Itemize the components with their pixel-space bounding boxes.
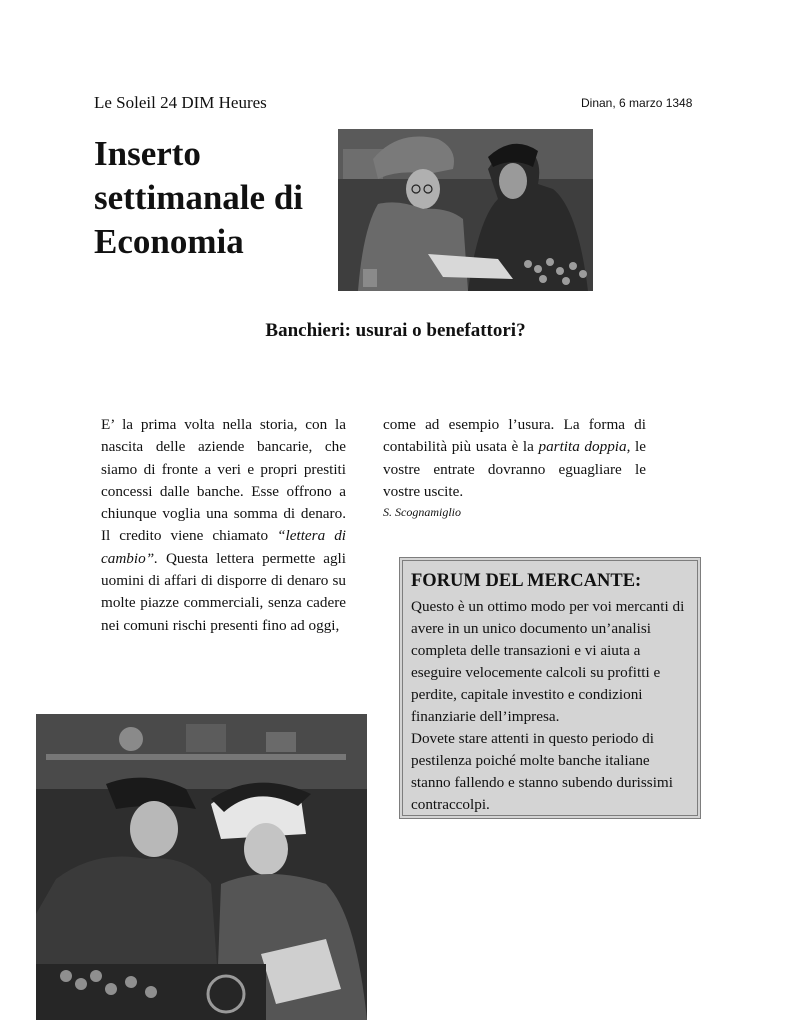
title-line-2: settimanale di [94, 178, 304, 217]
forum-title: FORUM DEL MERCANTE: [411, 571, 642, 591]
forum-paragraph: Dovete stare attenti in questo periodo di pestilenza poiché molte banche italiane stanno fallendo e stanno subendo durissimi contraccolpi. [411, 730, 673, 813]
page-title [94, 132, 334, 264]
forum-box [399, 557, 701, 819]
forum-paragraph: Questo è un ottimo modo per voi mercanti di avere in un unico documento un’analisi completa delle transazioni e vi aiuta a eseguire velocemente calcoli su profitti e perdite, capitale investito e condizioni finanziarie dell’impresa. [411, 598, 685, 725]
publication-name: Le Soleil 24 DIM Heures [94, 93, 267, 112]
article-column-2 [383, 414, 646, 521]
title-line-1: Inserto [94, 134, 201, 173]
dateline: Dinan, 6 marzo 1348 [581, 96, 693, 110]
article-text: come ad esempio l’usura. La forma di contabilità più usata è la [383, 416, 646, 456]
headline: Banchieri: usurai o benefattori? [265, 320, 526, 341]
moneylender-painting-image [36, 714, 367, 1020]
article-text: E’ la prima volta nella storia, con la nascita delle aziende bancarie, che siamo di fronte a veri e propri prestiti concessi dalle banche. Esse offrono a chiunque voglia una somma di denaro. Il credito viene chiamato [101, 416, 346, 545]
forum-text [411, 596, 689, 816]
bankers-painting-image [338, 129, 593, 291]
article-text: Questa lettera permette agli uomini di affari di disporre di denaro su molte piazze commerciali, senza cadere nei comuni rischi presenti fino ad oggi, [101, 549, 346, 634]
title-line-3: Economia [94, 222, 244, 261]
article-column-1 [101, 414, 346, 637]
article-italic-term: “lettera di cambio”. [101, 527, 347, 567]
article-author: S. Scognamiglio [383, 505, 461, 520]
article-italic-term: partita doppia [538, 438, 627, 456]
article-text: , le vostre entrate dovranno eguagliare le vostre uscite. [383, 438, 646, 500]
